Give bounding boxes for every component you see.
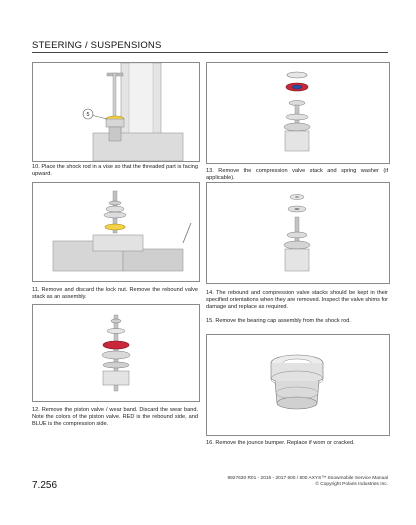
figure-shock-rod-vise <box>32 62 200 162</box>
step-10 <box>32 164 198 178</box>
callout-5-label: 5 <box>86 112 90 118</box>
step-14 <box>206 290 388 310</box>
figure-jounce-bumper <box>206 334 390 436</box>
step-12-text: Remove the piston valve / wear band. Discard the wear band. Note the colors of the piston valve. RED is the rebound side, and BLUE is the compression side. <box>32 407 198 427</box>
header-rule <box>32 52 388 53</box>
step-11 <box>32 287 198 301</box>
section-title: STEERING / SUSPENSIONS <box>32 40 162 51</box>
page-number: 7.256 <box>32 480 58 491</box>
manual-title-line: 9927630 R01 - 2015 - 2017 600 / 800 AXYS™ Snowmobile Service Manual <box>227 476 388 481</box>
figure-compression-valve-stack <box>206 62 390 164</box>
step-10-number: 10. <box>32 164 40 170</box>
step-16-number: 16. <box>206 440 214 446</box>
step-16-text: Remove the jounce bumper. Replace if worn or cracked. <box>215 440 355 446</box>
manual-footer <box>227 476 388 488</box>
step-12 <box>32 407 198 427</box>
step-11-number: 11. <box>32 287 40 293</box>
step-15-number: 15. <box>206 318 214 324</box>
copyright-line: © Copyright Polaris Industries Inc. <box>315 482 388 487</box>
step-10-text: Place the shock rod in a vise so that the threaded part is facing upward. <box>32 164 198 177</box>
figure-valve-stack-orientation <box>206 182 390 284</box>
figure-piston-valve <box>32 304 200 402</box>
step-13-text: Remove the compression valve stack and spring washer (if applicable). <box>206 168 389 181</box>
step-16 <box>206 440 388 447</box>
step-15 <box>206 318 388 325</box>
step-14-text: The rebound and compression valve stacks should be kept in their specified orientations when they are removed. Inspect the valve shims for damage and replace as required. <box>206 290 388 310</box>
step-14-number: 14. <box>206 290 214 296</box>
step-13 <box>206 168 388 182</box>
step-12-number: 12. <box>32 407 40 413</box>
step-15-text: Remove the bearing cap assembly from the shock rod. <box>215 318 351 324</box>
step-13-number: 13. <box>206 168 214 174</box>
step-11-text: Remove and discard the lock nut. Remove the rebound valve stack as an assembly. <box>32 287 198 300</box>
figure-lock-nut-removal <box>32 182 200 282</box>
